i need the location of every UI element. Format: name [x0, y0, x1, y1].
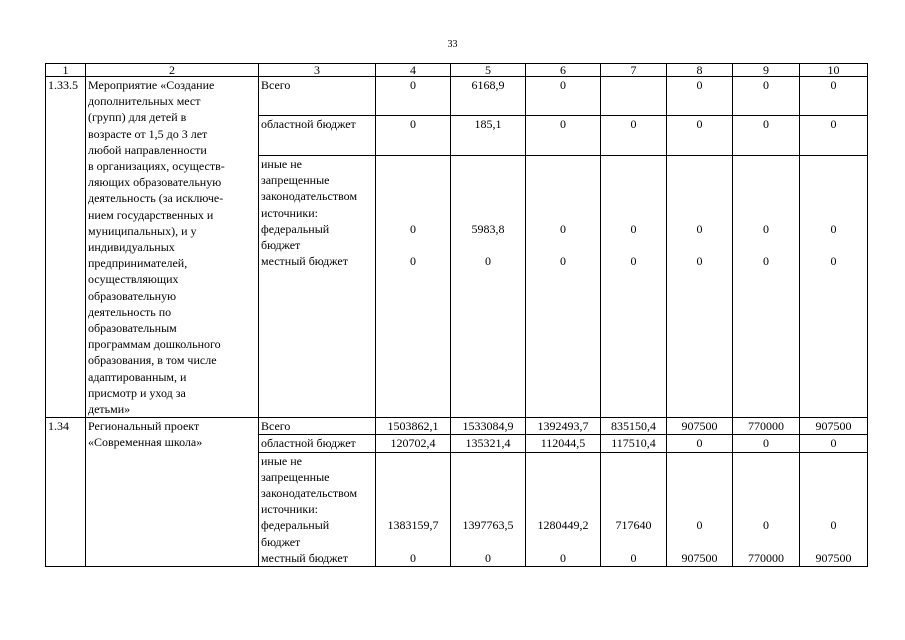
- source-label-line: федеральный: [261, 221, 330, 236]
- table-row-total: [46, 77, 868, 116]
- spacer: [528, 188, 598, 204]
- value-cell-stack: [667, 452, 733, 566]
- value-cell: 1392493,7: [526, 418, 601, 435]
- spacer: [802, 188, 865, 204]
- source-label-line: запрещенные: [261, 469, 330, 484]
- value-cell-stack: [733, 155, 800, 417]
- spacer: [735, 501, 797, 517]
- header-cell: 5: [451, 64, 526, 77]
- local-value: 0: [485, 254, 491, 269]
- value-cell: [601, 77, 667, 116]
- header-cell: 1: [46, 64, 86, 77]
- spacer: [453, 156, 523, 172]
- spacer: [528, 172, 598, 188]
- spacer: [453, 485, 523, 501]
- value-cell: 120702,4: [376, 435, 451, 452]
- spacer: [528, 501, 598, 517]
- value-cell: 907500: [800, 418, 868, 435]
- value-cell: 0: [601, 116, 667, 155]
- source-label-regional: областной бюджет: [259, 116, 376, 155]
- spacer: [603, 188, 664, 204]
- spacer: [453, 237, 523, 253]
- federal-value: 0: [696, 518, 703, 533]
- spacer: [802, 205, 865, 221]
- federal-value: 0: [696, 221, 703, 236]
- spacer: [669, 237, 730, 253]
- value-cell: 0: [667, 77, 733, 116]
- spacer: [378, 172, 448, 188]
- header-cell: 3: [259, 64, 376, 77]
- spacer: [528, 453, 598, 469]
- source-label-line: запрещенные: [261, 173, 330, 188]
- source-label-line: иные не: [261, 453, 302, 468]
- spacer: [669, 534, 730, 550]
- local-value: 0: [630, 254, 637, 269]
- value-cell: 0: [376, 116, 451, 155]
- spacer: [528, 237, 598, 253]
- federal-value: 0: [630, 221, 637, 236]
- value-cell: 0: [733, 116, 800, 155]
- spacer: [802, 469, 865, 485]
- spacer: [603, 485, 664, 501]
- spacer: [802, 501, 865, 517]
- value-cell-stack: [451, 452, 526, 566]
- spacer: [378, 501, 448, 517]
- value-cell: 1503862,1: [376, 418, 451, 435]
- value-cell-stack: [800, 155, 868, 417]
- spacer: [669, 453, 730, 469]
- spacer: [802, 156, 865, 172]
- federal-value: 0: [560, 221, 566, 236]
- local-value: 770000: [748, 550, 784, 565]
- source-label-line: федеральный: [261, 518, 330, 533]
- spacer: [528, 205, 598, 221]
- spacer: [603, 237, 664, 253]
- federal-value: 0: [830, 518, 837, 533]
- value-cell: 117510,4: [601, 435, 667, 452]
- spacer: [669, 469, 730, 485]
- value-cell: 0: [800, 116, 868, 155]
- header-cell: 7: [601, 64, 667, 77]
- value-cell: 0: [733, 77, 800, 116]
- source-label-total: Всего: [259, 77, 376, 116]
- value-cell: 0: [667, 116, 733, 155]
- source-label-other: [259, 155, 376, 417]
- spacer: [802, 534, 865, 550]
- local-value: 0: [410, 254, 416, 269]
- header-row: [46, 64, 868, 77]
- federal-value: 1280449,2: [537, 518, 589, 533]
- row-code: 1.34: [46, 418, 86, 567]
- source-label-line: законодательством: [261, 486, 358, 501]
- spacer: [669, 501, 730, 517]
- value-cell-stack: [601, 452, 667, 566]
- spacer: [378, 534, 448, 550]
- value-cell: 0: [800, 435, 868, 452]
- spacer: [528, 534, 598, 550]
- value-cell: 112044,5: [526, 435, 601, 452]
- row-name: Региональный проект «Современная школа»: [86, 418, 259, 567]
- spacer: [603, 156, 664, 172]
- spacer: [378, 485, 448, 501]
- spacer: [603, 172, 664, 188]
- spacer: [453, 469, 523, 485]
- federal-value: 5983,8: [471, 221, 505, 236]
- spacer: [669, 156, 730, 172]
- federal-value: 0: [763, 518, 769, 533]
- spacer: [603, 205, 664, 221]
- header-cell: 6: [526, 64, 601, 77]
- header-cell: 9: [733, 64, 800, 77]
- local-value: 907500: [815, 550, 852, 565]
- row-code: 1.33.5: [46, 77, 86, 418]
- page-number: 33: [447, 39, 458, 50]
- source-label-line: местный бюджет: [261, 254, 348, 269]
- spacer: [378, 453, 448, 469]
- local-value: 0: [696, 254, 703, 269]
- value-cell-stack: [376, 155, 451, 417]
- local-value: 0: [763, 254, 769, 269]
- spacer: [669, 188, 730, 204]
- spacer: [453, 453, 523, 469]
- value-cell: 0: [733, 435, 800, 452]
- table-row-total: [46, 418, 868, 435]
- header-cell: 2: [86, 64, 259, 77]
- source-label-line: бюджет: [261, 237, 301, 252]
- federal-value: 1383159,7: [387, 518, 439, 533]
- source-label-line: местный бюджет: [261, 550, 348, 565]
- value-cell: 907500: [667, 418, 733, 435]
- spacer: [453, 188, 523, 204]
- header-cell: 4: [376, 64, 451, 77]
- federal-value: 0: [763, 221, 769, 236]
- spacer: [378, 237, 448, 253]
- value-cell-stack: [526, 452, 601, 566]
- federal-value: 0: [830, 221, 837, 236]
- spacer: [735, 485, 797, 501]
- federal-value: 717640: [615, 518, 652, 533]
- spacer: [603, 501, 664, 517]
- spacer: [802, 453, 865, 469]
- value-cell-stack: [376, 452, 451, 566]
- spacer: [453, 205, 523, 221]
- federal-value: 1397763,5: [462, 518, 514, 533]
- value-cell-stack: [601, 155, 667, 417]
- spacer: [735, 237, 797, 253]
- value-cell-stack: [526, 155, 601, 417]
- spacer: [669, 205, 730, 221]
- source-label-other: [259, 452, 376, 566]
- value-cell: 0: [376, 77, 451, 116]
- spacer: [378, 188, 448, 204]
- spacer: [669, 485, 730, 501]
- row-name: Мероприятие «Создание дополнительных мест (групп) для детей в возрасте от 1,5 до 3 лет любой направленности в организациях, осуществ- ляющих образовательную деятельность (за исключе- нием государственных и муниципальных), и у индивидуальных предпринимателей, осуществляющих образовательную деятельность по образовательным программам дошкольного образования, в том числе адаптированным, и присмотр и уход за детьми»: [86, 77, 259, 418]
- local-value: 0: [830, 254, 837, 269]
- source-label-line: законодательством: [261, 189, 358, 204]
- source-label-line: источники:: [261, 502, 318, 517]
- spacer: [735, 188, 797, 204]
- header-cell: 10: [800, 64, 868, 77]
- local-value: 0: [630, 550, 637, 565]
- local-value: 0: [560, 254, 566, 269]
- spacer: [802, 237, 865, 253]
- local-value: 0: [410, 550, 416, 565]
- spacer: [453, 534, 523, 550]
- spacer: [735, 534, 797, 550]
- value-cell: 0: [800, 77, 868, 116]
- spacer: [603, 469, 664, 485]
- spacer: [603, 453, 664, 469]
- local-value: 907500: [681, 550, 718, 565]
- value-cell: 6168,9: [451, 77, 526, 116]
- source-label-line: бюджет: [261, 534, 301, 549]
- spacer: [735, 453, 797, 469]
- local-value: 0: [485, 550, 491, 565]
- spacer: [378, 205, 448, 221]
- spacer: [735, 172, 797, 188]
- source-label-total: Всего: [259, 418, 376, 435]
- spacer: [453, 501, 523, 517]
- value-cell: 135321,4: [451, 435, 526, 452]
- value-cell-stack: [800, 452, 868, 566]
- spacer: [378, 156, 448, 172]
- federal-value: 0: [410, 221, 416, 236]
- source-label-regional: областной бюджет: [259, 435, 376, 452]
- value-cell-stack: [667, 155, 733, 417]
- value-cell-stack: [451, 155, 526, 417]
- spacer: [802, 172, 865, 188]
- value-cell: 0: [526, 116, 601, 155]
- value-cell-stack: [733, 452, 800, 566]
- local-value: 0: [560, 550, 566, 565]
- spacer: [528, 156, 598, 172]
- spacer: [603, 534, 664, 550]
- value-cell: 0: [526, 77, 601, 116]
- spacer: [669, 172, 730, 188]
- source-label-line: иные не: [261, 156, 302, 171]
- spacer: [735, 469, 797, 485]
- spacer: [528, 469, 598, 485]
- budget-table: [45, 63, 868, 567]
- spacer: [802, 485, 865, 501]
- spacer: [378, 469, 448, 485]
- spacer: [735, 156, 797, 172]
- spacer: [528, 485, 598, 501]
- value-cell: 185,1: [451, 116, 526, 155]
- header-cell: 8: [667, 64, 733, 77]
- spacer: [735, 205, 797, 221]
- source-label-line: источники:: [261, 205, 318, 220]
- value-cell: 835150,4: [601, 418, 667, 435]
- value-cell: 770000: [733, 418, 800, 435]
- value-cell: 1533084,9: [451, 418, 526, 435]
- value-cell: 0: [667, 435, 733, 452]
- spacer: [453, 172, 523, 188]
